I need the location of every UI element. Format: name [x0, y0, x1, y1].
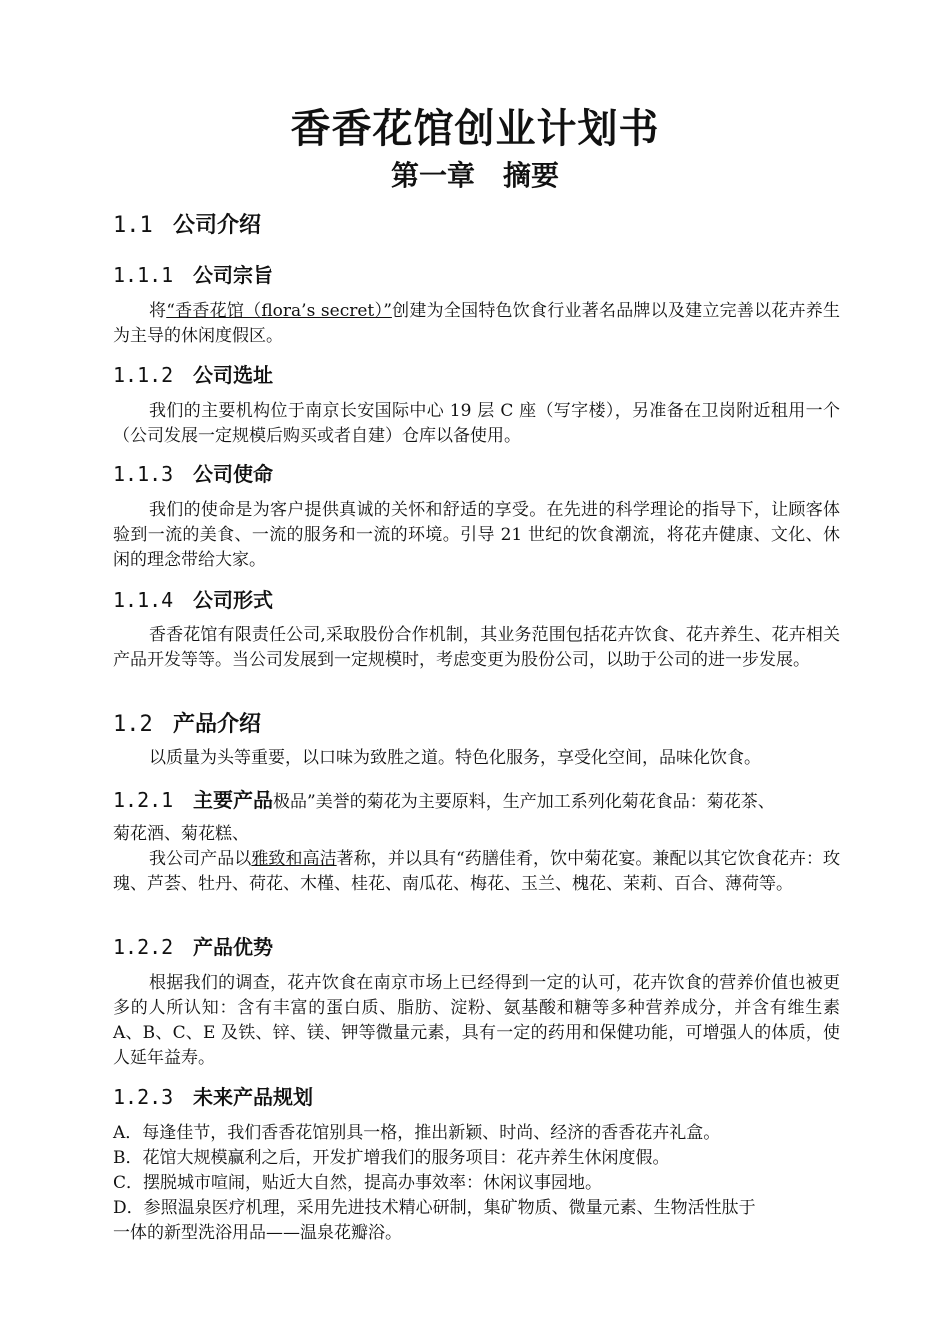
paragraph-product-intro: 以质量为头等重要，以口味为致胜之道。特色化服务，享受化空间，品味化饮食。 — [149, 748, 761, 768]
document-title: 香香花馆创业计划书 — [290, 105, 660, 152]
section-title: 公司形式 — [193, 588, 273, 612]
paragraph-location: 我们的主要机构位于南京长安国际中心 19 层 C 座（写字楼），另准备在卫岗附近租用一个（公司发展一定规模后购买或者自建）仓库以备使用。 — [113, 401, 840, 446]
text-span: 极品”美誉的菊花为主要原料，生产加工系列化菊花食品：菊花茶、 — [273, 792, 775, 812]
section-number: 1.1.4 — [113, 588, 174, 612]
section-title: 产品介绍 — [173, 711, 262, 737]
heading-1-2-1 — [113, 788, 273, 812]
section-title: 公司使命 — [193, 462, 273, 486]
paragraph-product-advantage: 根据我们的调查，花卉饮食在南京市场上已经得到一定的认可，花卉饮食的营养价值也被更多的人所认知：含有丰富的蛋白质、脂肪、淀粉、氨基酸和糖等多种营养成分，并含有维生素 A、B、C、E 及铁、锌、镁、钾等微量元素，具有一定的药用和保健功能，可增强人的体质，使人延年益寿。 — [113, 973, 840, 1068]
chapter-title: 第一章 摘要 — [390, 159, 559, 192]
heading-1-1-1 — [113, 261, 273, 289]
heading-1-2-1-line — [113, 786, 843, 816]
section-number: 1.1.1 — [113, 263, 174, 287]
underlined-brand-name: “香香花馆（flora’s secret）” — [166, 301, 392, 321]
heading-1-2-2 — [113, 933, 273, 961]
paragraph-purpose — [113, 299, 840, 349]
text-line: 菊花酒、菊花糕、 — [113, 824, 249, 844]
section-title: 主要产品 — [193, 788, 273, 812]
section-number: 1.1 — [113, 213, 153, 238]
paragraph-mission: 我们的使命是为客户提供真诚的关怀和舒适的享受。在先进的科学理论的指导下，让顾客体验到一流的美食、一流的服务和一流的环境。引导 21 世纪的饮食潮流，将花卉健康、文化、休闲的理念带给大家。 — [113, 500, 840, 570]
list-item: C．摆脱城市喧闹，贴近大自然，提高办事效率：休闲议事园地。 — [113, 1173, 603, 1193]
section-number: 1.1.2 — [113, 363, 174, 387]
heading-1-1-2 — [113, 361, 273, 389]
heading-1-1 — [113, 210, 261, 241]
section-number: 1.2.3 — [113, 1085, 174, 1109]
underlined-text: 雅致和高洁 — [251, 849, 337, 869]
text-span: 将 — [149, 301, 167, 321]
paragraph-main-products — [113, 847, 840, 897]
text-span: 创建为全国特色饮食行业著名品牌以及建立完善以花卉养生为主导的休闲度假区。 — [113, 301, 841, 346]
list-item: B．花馆大规模赢利之后，开发扩增我们的服务项目：花卉养生休闲度假。 — [113, 1148, 670, 1168]
heading-1-2-3 — [113, 1083, 313, 1111]
paragraph-company-form: 香香花馆有限责任公司,采取股份合作机制，其业务范围包括花卉饮食、花卉养生、花卉相关产品开发等等。当公司发展到一定规模时，考虑变更为股份公司，以助于公司的进一步发展。 — [113, 625, 840, 670]
heading-1-1-3 — [113, 460, 273, 488]
section-title: 产品优势 — [193, 935, 273, 959]
list-item: A．每逢佳节，我们香香花馆别具一格，推出新颖、时尚、经济的香香花卉礼盒。 — [113, 1123, 721, 1143]
list-item: D．参照温泉医疗机理，采用先进技术精心研制，集矿物质、微量元素、生物活性肽于 — [113, 1198, 756, 1218]
heading-1-1-4 — [113, 586, 273, 614]
section-number: 1.2 — [113, 712, 153, 737]
section-title: 公司选址 — [193, 363, 273, 387]
section-number: 1.2.1 — [113, 788, 174, 812]
section-title: 公司宗旨 — [193, 263, 273, 287]
section-title: 公司介绍 — [173, 212, 262, 238]
heading-1-2 — [113, 709, 261, 740]
section-number: 1.1.3 — [113, 462, 174, 486]
section-number: 1.2.2 — [113, 935, 174, 959]
text-span: 我公司产品以 — [149, 849, 252, 869]
list-item-continuation: 一体的新型洗浴用品——温泉花瓣浴。 — [113, 1223, 402, 1243]
text-span: 著称，并以具有“药膳佳肴，饮中菊花宴。兼配以其它饮食花卉：玫瑰、芦荟、牡丹、荷花、木槿、桂花、南瓜花、梅花、玉兰、槐花、茉莉、百合、薄荷等。 — [113, 849, 841, 894]
section-title: 未来产品规划 — [193, 1085, 313, 1109]
